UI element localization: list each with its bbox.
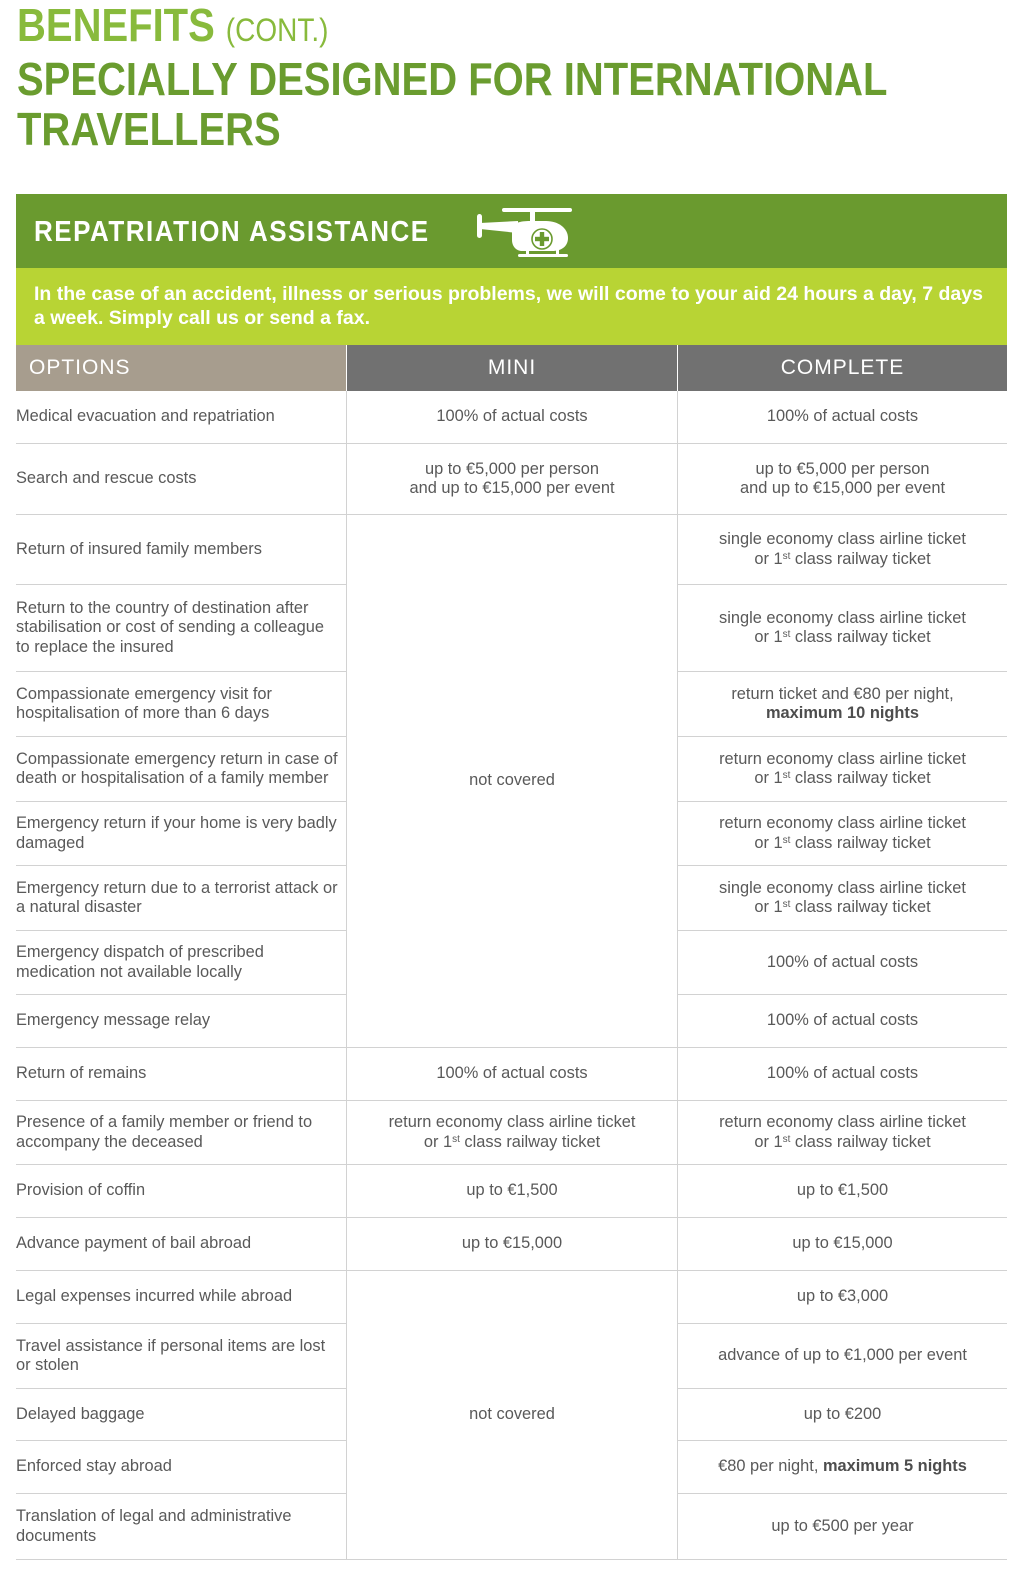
option-label-line: accompany the deceased [16,1132,203,1151]
mini-plan-value [346,1048,677,1101]
ordinal-suffix: st [782,770,791,781]
section-intro [16,268,1007,345]
complete-plan-value [677,802,1007,866]
option-label-line: Translation of legal and administrative [16,1507,292,1525]
complete-plan-value [677,737,1007,802]
complete-plan-value-line: advance of up to €1,000 per event [718,1346,967,1365]
option-label-line: Emergency return due to a terrorist attack or [16,878,338,897]
complete-plan-value-line [754,834,930,854]
table-row [16,585,1007,672]
complete-plan-value [677,1048,1007,1101]
option-label [16,1271,346,1324]
complete-plan-value-line [754,1133,930,1153]
text-segment: €80 per night, [718,1457,823,1476]
table-row [16,672,1007,737]
complete-plan-value-line: single economy class airline ticket [719,878,966,897]
option-label [16,737,346,802]
complete-plan-value [677,1101,1007,1165]
option-label-line: hospitalisation of more than 6 days [16,704,270,722]
helicopter-icon [474,206,574,258]
option-label-line: Delayed baggage [16,1404,145,1423]
option-label-line: stabilisation or cost of sending a colleague [16,618,324,637]
complete-plan-value-line: return ticket and €80 per night, [731,684,954,703]
option-label-line: Return to the country of destination after [16,598,309,617]
complete-plan-value [677,1271,1007,1324]
option-label [16,1218,346,1271]
option-label-line: or stolen [16,1356,79,1374]
table-row [16,391,1007,444]
ordinal-suffix: st [452,1133,460,1145]
complete-plan-value-line: return economy class airline ticket [719,749,966,768]
intro-line: In the case of an accident, illness or serious problems, we will come to your aid 24 hours a day, 7 days [34,283,983,305]
complete-plan-value [677,931,1007,995]
option-label [16,1165,346,1218]
text-segment: or 1 [754,628,783,646]
medical-cross-icon [532,229,552,249]
option-label [16,931,346,995]
option-label-line: documents [16,1526,97,1545]
text-segment: class railway ticket [790,549,931,568]
mini-plan-value-line: not covered [469,771,555,790]
mini-plan-value-line: 100% of actual costs [436,1064,588,1083]
text-segment: class railway ticket [790,769,931,787]
complete-plan-value-line [718,1457,967,1477]
option-label [16,1389,346,1441]
complete-plan-value-line: 100% of actual costs [766,407,919,426]
text-segment: or 1 [754,898,783,916]
table-row [16,1441,1007,1494]
column-header-mini: MINI [346,345,677,391]
mini-plan-value-line: up to €15,000 [461,1234,563,1253]
option-label-line: Emergency return if your home is very badly [16,814,337,832]
mini-plan-value-line: and up to €15,000 per event [409,479,615,497]
option-label [16,1494,346,1560]
text-segment: class railway ticket [790,833,931,852]
mini-plan-value [346,1218,677,1271]
ordinal-suffix: st [782,899,791,910]
option-label-line: Return of insured family members [16,539,262,558]
complete-plan-value-line [754,628,930,648]
table-row [16,1101,1007,1165]
mini-plan-value-line: not covered [469,1405,555,1424]
table-row [16,802,1007,866]
option-label-line: Advance payment of bail abroad [16,1234,252,1253]
table-row [16,1494,1007,1560]
emphasis-text: maximum 5 nights [822,1457,967,1476]
table-row [16,1389,1007,1441]
table-row [16,1218,1007,1271]
complete-plan-value-line: up to €1,500 [796,1181,889,1200]
option-label-line: Legal expenses incurred while abroad [16,1287,293,1306]
option-label-line: Return of remains [16,1064,147,1083]
option-label-line: Travel assistance if personal items are lost [16,1336,326,1355]
option-label [16,1324,346,1389]
option-label [16,672,346,737]
mini-plan-value-line: up to €5,000 per person [424,459,600,478]
section-title: REPATRIATION ASSISTANCE [34,214,430,248]
table-row [16,1324,1007,1389]
text-segment: class railway ticket [459,1132,601,1151]
mini-plan-value [346,391,677,444]
option-label-line: Search and rescue costs [16,469,197,488]
intro-line: a week. Simply call us or send a fax. [34,307,370,329]
option-label-line: a natural disaster [16,898,142,916]
complete-plan-value-line: up to €500 per year [771,1516,914,1535]
option-label [16,802,346,866]
complete-plan-value [677,1218,1007,1271]
text-segment: class railway ticket [790,898,931,916]
complete-plan-value-line: single economy class airline ticket [719,608,966,627]
option-label [16,444,346,515]
option-label-line: Compassionate emergency return in case of [16,749,338,768]
complete-plan-value-line: return economy class airline ticket [719,814,966,832]
emphasis-text: maximum 10 nights [765,704,920,722]
page-subtitle-line: TRAVELLERS [17,104,281,156]
option-label-line: Enforced stay abroad [16,1457,172,1476]
page-subtitle-line: SPECIALLY DESIGNED FOR INTERNATIONAL [17,54,888,106]
complete-plan-value-line: 100% of actual costs [766,952,919,971]
complete-plan-value-line: up to €15,000 [792,1234,893,1253]
option-label [16,391,346,444]
option-label-line: Medical evacuation and repatriation [16,407,275,426]
complete-plan-value-line: 100% of actual costs [766,1011,919,1030]
helicopter-shape [477,208,572,257]
table-row [16,444,1007,515]
complete-plan-value [677,391,1007,444]
mini-plan-value-line: return economy class airline ticket [388,1113,636,1131]
ordinal-suffix: st [782,1133,791,1145]
option-label-line: death or hospitalisation of a family member [16,769,329,787]
option-label-line: Emergency message relay [16,1011,211,1030]
mini-plan-value-line [424,1133,600,1153]
ordinal-suffix: st [782,550,791,562]
mini-plan-value [346,1101,677,1165]
table-header [16,345,1007,391]
complete-plan-value [677,1494,1007,1560]
option-label-line: Presence of a family member or friend to [16,1113,313,1131]
text-segment: class railway ticket [790,1132,931,1151]
option-label [16,515,346,585]
option-label-line: Provision of coffin [16,1181,146,1200]
ordinal-suffix: st [782,834,791,846]
column-header-options: OPTIONS [16,345,346,391]
complete-plan-value [677,1165,1007,1218]
text-segment: or 1 [423,1132,453,1151]
page-title-main: BENEFITS [17,0,215,52]
complete-plan-value-line: 100% of actual costs [766,1064,919,1083]
complete-plan-value-line: and up to €15,000 per event [739,479,946,497]
option-label [16,1048,346,1101]
complete-plan-value [677,1324,1007,1389]
section-banner [16,194,1007,268]
benefits-table-body [16,391,1007,1560]
complete-plan-value [677,585,1007,672]
complete-plan-value [677,995,1007,1048]
mini-plan-value [346,1165,677,1218]
option-label [16,995,346,1048]
text-segment: or 1 [754,549,783,568]
text-segment: or 1 [754,769,783,787]
option-label [16,1101,346,1165]
complete-plan-value-line: single economy class airline ticket [719,530,966,548]
complete-plan-value-line [754,550,930,570]
table-row [16,995,1007,1048]
column-header-complete: COMPLETE [677,345,1007,391]
table-row [16,1165,1007,1218]
complete-plan-value [677,866,1007,931]
option-label [16,866,346,931]
option-label [16,585,346,672]
table-row [16,737,1007,802]
option-label-line: damaged [16,833,85,852]
ordinal-suffix: st [782,629,791,640]
complete-plan-value [677,1441,1007,1494]
complete-plan-value [677,1389,1007,1441]
option-label-line: Emergency dispatch of prescribed [16,943,264,961]
complete-plan-value-line: up to €3,000 [796,1287,889,1306]
mini-plan-value [346,444,677,515]
mini-plan-value-line: up to €1,500 [466,1181,558,1200]
page-title-suffix: (CONT.) [225,12,329,48]
section-intro-text [34,282,983,330]
complete-plan-value [677,672,1007,737]
table-row [16,866,1007,931]
complete-plan-value-line [754,898,930,918]
table-row [16,1048,1007,1101]
complete-plan-value [677,444,1007,515]
complete-plan-value-line: return economy class airline ticket [719,1113,966,1131]
complete-plan-value [677,515,1007,585]
text-segment: class railway ticket [790,628,931,646]
table-row [16,931,1007,995]
text-segment: or 1 [754,1132,783,1151]
complete-plan-value-line [766,704,919,724]
option-label [16,1441,346,1494]
text-segment: or 1 [754,833,783,852]
complete-plan-value-line: up to €200 [803,1404,882,1423]
complete-plan-value-line: up to €5,000 per person [755,459,930,478]
option-label-line: to replace the insured [16,637,174,656]
option-label-line: Compassionate emergency visit for [16,684,272,703]
option-label-line: medication not available locally [16,962,242,981]
mini-plan-value-line: 100% of actual costs [436,407,588,426]
complete-plan-value-line [754,769,930,789]
